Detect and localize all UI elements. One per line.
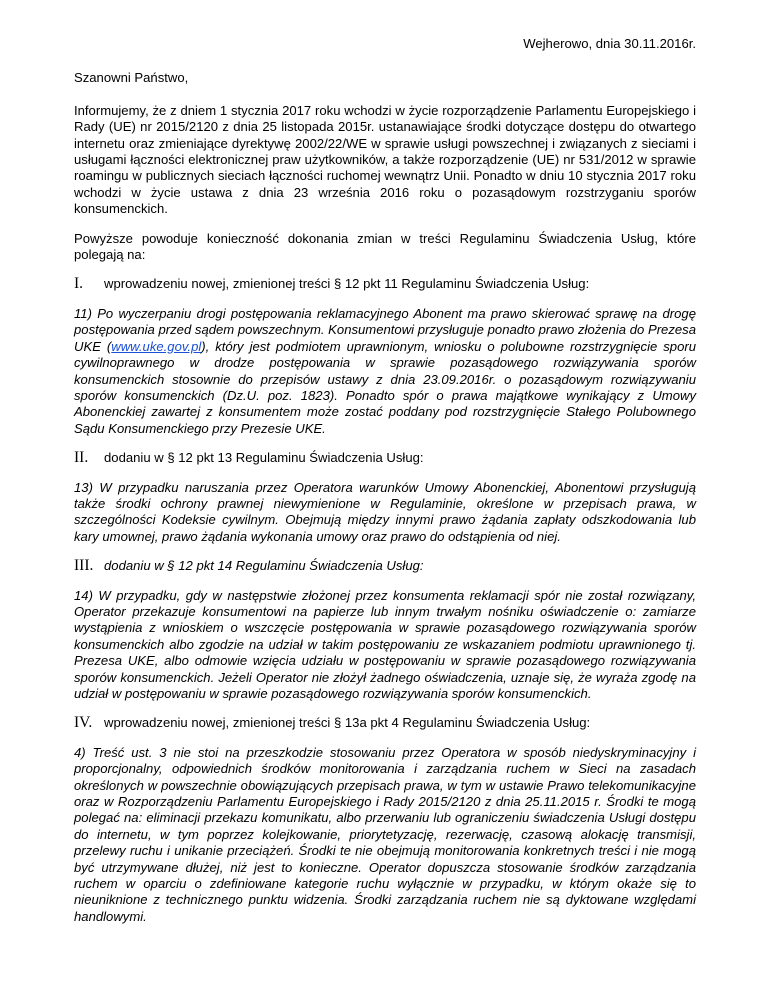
section-numeral: II. [74,449,89,467]
intro-paragraph: Informujemy, że z dniem 1 stycznia 2017 roku wchodzi w życie rozporządzenie Parlamentu Europejskiego i Rady (UE) nr 2015/2120 z dnia 25 listopada 2015r. ustanawiające środki dotyczące dostępu do otwartego internetu oraz zmieniające dyrektywę 2002/22/WE w sprawie usługi powszechnej i związanych z sieciami i usługami łączności elektronicznej praw użytkowników, a także rozporządzenie (UE) nr 531/2012 w sprawie roamingu w publicznych sieciach łączności ruchomej wewnątrz Unii. Ponadto w dniu 10 stycznia 2017 roku wchodzi w życie ustawa z dnia 23 września 2016 roku o pozasądowym rozstrzyganiu sporów konsumenckich. [74,102,696,217]
section-heading-text: dodaniu w § 12 pkt 14 Regulaminu Świadczenia Usług: [104,558,424,574]
section-heading-1 [74,276,696,292]
section-body-3: 14) W przypadku, gdy w następstwie złożonej przez konsumenta reklamacji spór nie został rozwiązany, Operator przekazuje konsumentowi na papierze lub innym trwałym nośniku oświadczenie o: zamiarze wystąpienia z wnioskiem o wszczęcie postępowania w sprawie pozasądowego rozwiązywania sporów konsumenckich albo zgodzie na udział w takim postępowaniu ze wskazaniem podmiotu uprawnionego tj. Prezesa UKE, albo odmowie wzięcia udziału w postępowaniu w sprawie pozasądowego rozwiązywania sporów konsumenckich. Jeżeli Operator nie złożył żadnego oświadczenia, uznaje się, że wyraża zgodę na udział w postępowaniu w sprawie pozasądowego rozwiązywania sporów konsumenckich. [74,587,696,701]
section-body-1 [74,306,696,437]
section-numeral: III. [74,557,94,575]
section-heading-3 [74,558,696,574]
section-heading-4 [74,715,696,731]
section-heading-text: wprowadzeniu nowej, zmienionej treści § 13a pkt 4 Regulaminu Świadczenia Usług: [104,715,591,731]
consequence-paragraph: Powyższe powoduje konieczność dokonania zmian w treści Regulaminu Świadczenia Usług, które polegają na: [74,230,696,263]
section-numeral: IV. [74,714,93,732]
greeting: Szanowni Państwo, [74,70,189,86]
section-body-text: ), który jest podmiotem uprawnionym, wniosku o polubowne rozstrzygnięcie sporu cywilnoprawnego w drodze postępowania w sprawie pozasądowego rozwiązywania sporów konsumenckich stosownie do przepisów ustawy z dnia 23.09.2016r. o pozasądowym rozwiązywaniu sporów konsumenckich (Dz.U. poz. 1823). Ponadto spór o prawa majątkowe wynikający z Umowy Abonenckiej zawartej z konsumentem może zostać poddany pod rozstrzygnięcie Stałego Polubownego Sądu Konsumenckiego przy Prezesie UKE. [74,338,697,436]
section-numeral: I. [74,275,84,293]
section-body-text: 11) Po wyczerpaniu drogi postępowania reklamacyjnego Abonent ma prawo skierować sprawę na drogę postępowania przed sądem powszechnym. Konsumentowi przysługuje ponadto prawo złożenia do Prezesa UKE ( [74,305,696,354]
section-heading-text: wprowadzeniu nowej, zmienionej treści § 12 pkt 11 Regulaminu Świadczenia Usług: [104,276,590,292]
uke-link[interactable]: www.uke.gov.pl [111,338,202,354]
section-heading-2 [74,450,696,466]
section-body-2: 13) W przypadku naruszania przez Operatora warunków Umowy Abonenckiej, Abonentowi przysługują także środki ochrony prawnej niewymienione w Regulaminie, określone w przepisach prawa, w szczególności Kodeksie cywilnym. Obejmują między innymi prawo żądania zapłaty odszkodowania lub kary umownej, prawo żądania wykonania umowy oraz prawo do odstąpienia od niej. [74,479,696,544]
date-line: Wejherowo, dnia 30.11.2016r. [523,36,696,51]
section-body-4: 4) Treść ust. 3 nie stoi na przeszkodzie stosowaniu przez Operatora w sposób niedyskryminacyjny i proporcjonalny, odpowiednich środków monitorowania i zarządzania ruchem w Sieci na zasadach określonych w powszechnie obowiązujących przepisach prawa, w tym w ustawie Prawo telekomunikacyjne oraz w Rozporządzeniu Parlamentu Europejskiego i Rady 2015/2120 z dnia 25.11.2015 r. Środki te mogą polegać na: eliminacji przekazu komunikatu, albo przerwaniu lub ograniczeniu świadczenia Usługi dostępu do internetu, w tym poprzez kolejkowanie, priorytetyzację, rezerwację, czasową alokację transmisji, przelewy ruchu i unikanie przeciążeń. Środki te nie obejmują monitorowania konkretnych treści i nie mogą być utrzymywane dłużej, niż jest to konieczne. Operator dopuszcza stosowanie środków zarządzania ruchem w oparciu o zdefiniowane kategorie ruchu wyłącznie w przypadku, w którym okaże się to nieuniknione z technicznego punktu widzenia. Środki zarządzania ruchem nie są dyktowane względami handlowymi. [74,744,696,924]
section-heading-text: dodaniu w § 12 pkt 13 Regulaminu Świadczenia Usług: [104,450,424,466]
